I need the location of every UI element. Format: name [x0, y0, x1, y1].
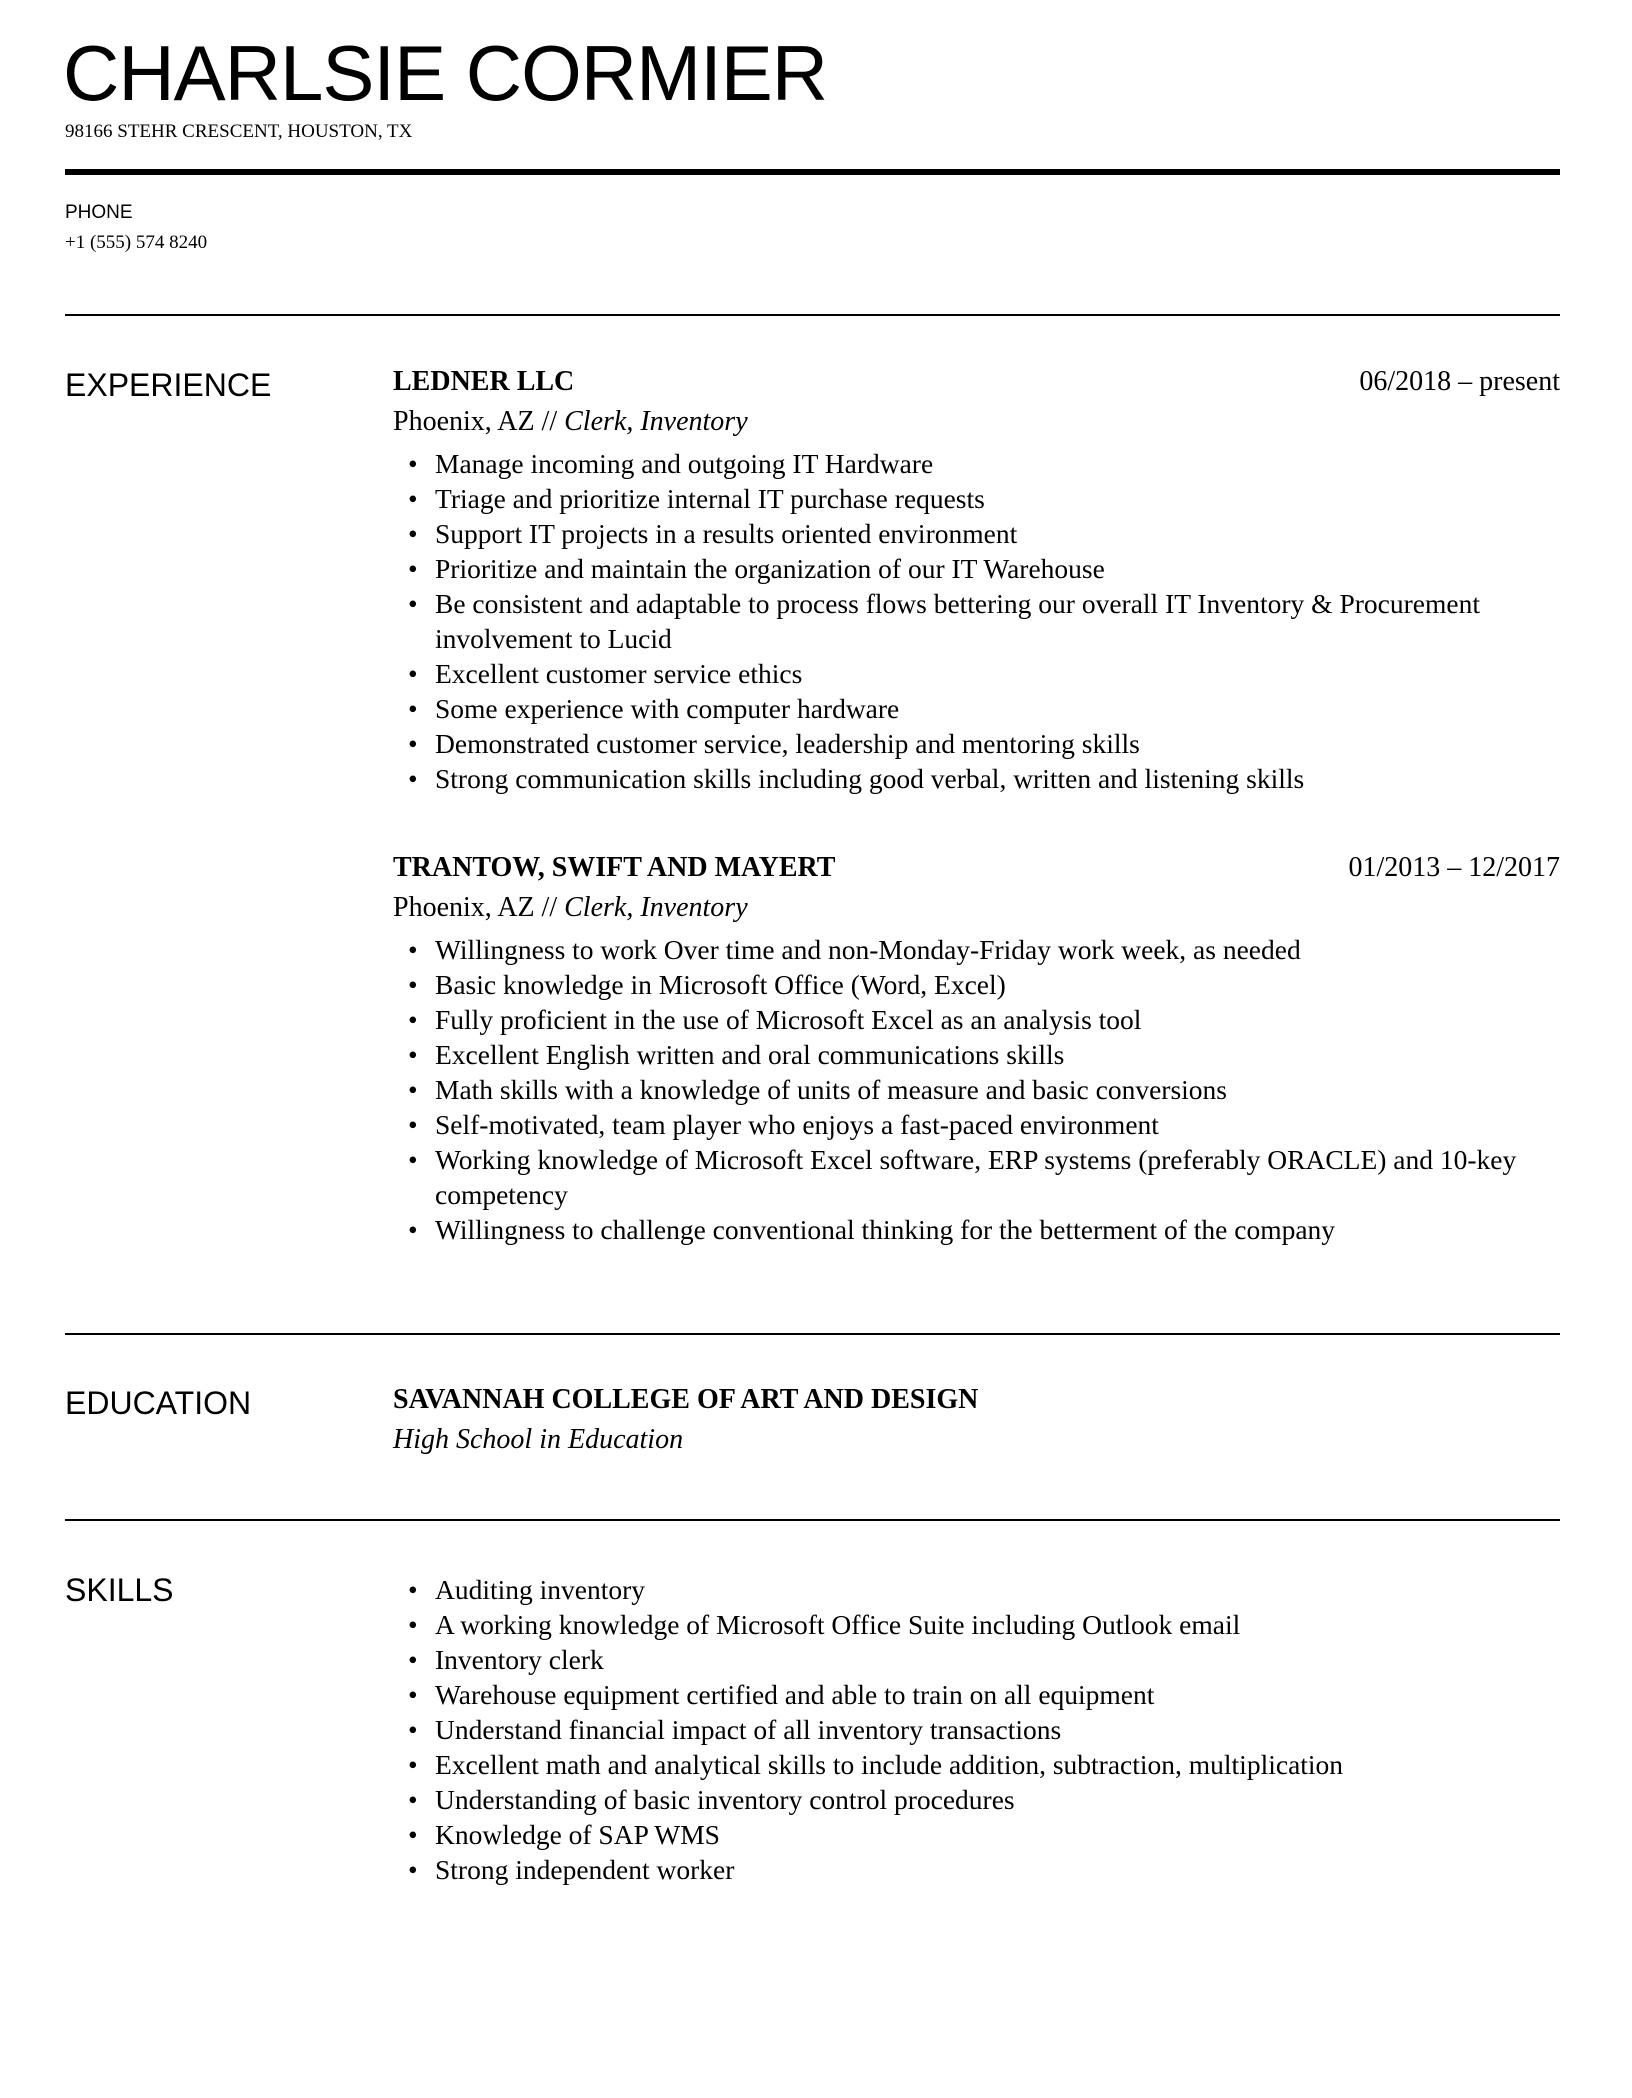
list-item: • Support IT projects in a results oriented environment	[393, 516, 1560, 551]
list-item: • Triage and prioritize internal IT purchase requests	[393, 481, 1560, 516]
list-item: • Be consistent and adaptable to process flows bettering our overall IT Inventory & Procurement involvement to Lucid	[393, 586, 1560, 656]
list-item: • Manage incoming and outgoing IT Hardware	[393, 446, 1560, 481]
list-item: • Willingness to work Over time and non-Monday-Friday work week, as needed	[393, 932, 1560, 967]
list-item: • Fully proficient in the use of Microsoft Excel as an analysis tool	[393, 1002, 1560, 1037]
list-item: • Demonstrated customer service, leadership and mentoring skills	[393, 726, 1560, 761]
company-name: LEDNER LLC	[393, 366, 575, 397]
header-divider	[65, 169, 1560, 175]
skills-list	[393, 1568, 1560, 1887]
list-item: • Inventory clerk	[393, 1642, 1560, 1677]
list-item: • Working knowledge of Microsoft Excel software, ERP systems (preferably ORACLE) and 10-key competency	[393, 1142, 1560, 1212]
list-item: • Excellent math and analytical skills to include addition, subtraction, multiplication	[393, 1747, 1560, 1782]
skills-heading: SKILLS	[65, 1572, 174, 1608]
job-dates: 06/2018 – present	[1359, 366, 1560, 397]
section-divider	[65, 1519, 1560, 1521]
phone-label: PHONE	[65, 202, 133, 223]
list-item: • Strong independent worker	[393, 1852, 1560, 1887]
school-name: SAVANNAH COLLEGE OF ART AND DESIGN	[393, 1384, 979, 1415]
job-bullets	[393, 932, 1560, 1247]
list-item: • Willingness to challenge conventional thinking for the betterment of the company	[393, 1212, 1560, 1247]
education-entry	[393, 1380, 1560, 1460]
list-item: • Knowledge of SAP WMS	[393, 1817, 1560, 1852]
list-item: • Prioritize and maintain the organization of our IT Warehouse	[393, 551, 1560, 586]
section-divider	[65, 314, 1560, 316]
list-item: • Some experience with computer hardware	[393, 691, 1560, 726]
list-item: • Strong communication skills including good verbal, written and listening skills	[393, 761, 1560, 796]
list-item: • Excellent customer service ethics	[393, 656, 1560, 691]
experience-heading: EXPERIENCE	[65, 367, 272, 403]
job-location-role	[393, 888, 1560, 928]
job-role: Clerk, Inventory	[564, 406, 748, 437]
job-dates: 01/2013 – 12/2017	[1348, 852, 1560, 883]
company-name: TRANTOW, SWIFT AND MAYERT	[393, 852, 836, 883]
list-item: • Auditing inventory	[393, 1572, 1560, 1607]
list-item: • Understand financial impact of all inventory transactions	[393, 1712, 1560, 1747]
job-entry	[393, 362, 1560, 796]
job-entry	[393, 848, 1560, 1247]
phone-number: +1 (555) 574 8240	[65, 232, 208, 253]
degree: High School in Education	[393, 1424, 684, 1455]
list-item: • Self-motivated, team player who enjoys a fast-paced environment	[393, 1107, 1560, 1142]
job-location-role	[393, 402, 1560, 442]
section-divider	[65, 1333, 1560, 1335]
job-location: Phoenix, AZ //	[393, 892, 565, 923]
list-item: • Basic knowledge in Microsoft Office (Word, Excel)	[393, 967, 1560, 1002]
list-item: • Excellent English written and oral communications skills	[393, 1037, 1560, 1072]
job-role: Clerk, Inventory	[564, 892, 748, 923]
list-item: • Math skills with a knowledge of units of measure and basic conversions	[393, 1072, 1560, 1107]
education-heading: EDUCATION	[65, 1385, 252, 1421]
list-item: • Warehouse equipment certified and able to train on all equipment	[393, 1677, 1560, 1712]
job-location: Phoenix, AZ //	[393, 406, 565, 437]
experience-list	[393, 362, 1560, 1299]
address: 98166 STEHR CRESCENT, HOUSTON, TX	[65, 121, 413, 142]
job-bullets	[393, 446, 1560, 796]
candidate-name: CHARLSIE CORMIER	[63, 29, 828, 117]
list-item: • A working knowledge of Microsoft Office Suite including Outlook email	[393, 1607, 1560, 1642]
list-item: • Understanding of basic inventory control procedures	[393, 1782, 1560, 1817]
